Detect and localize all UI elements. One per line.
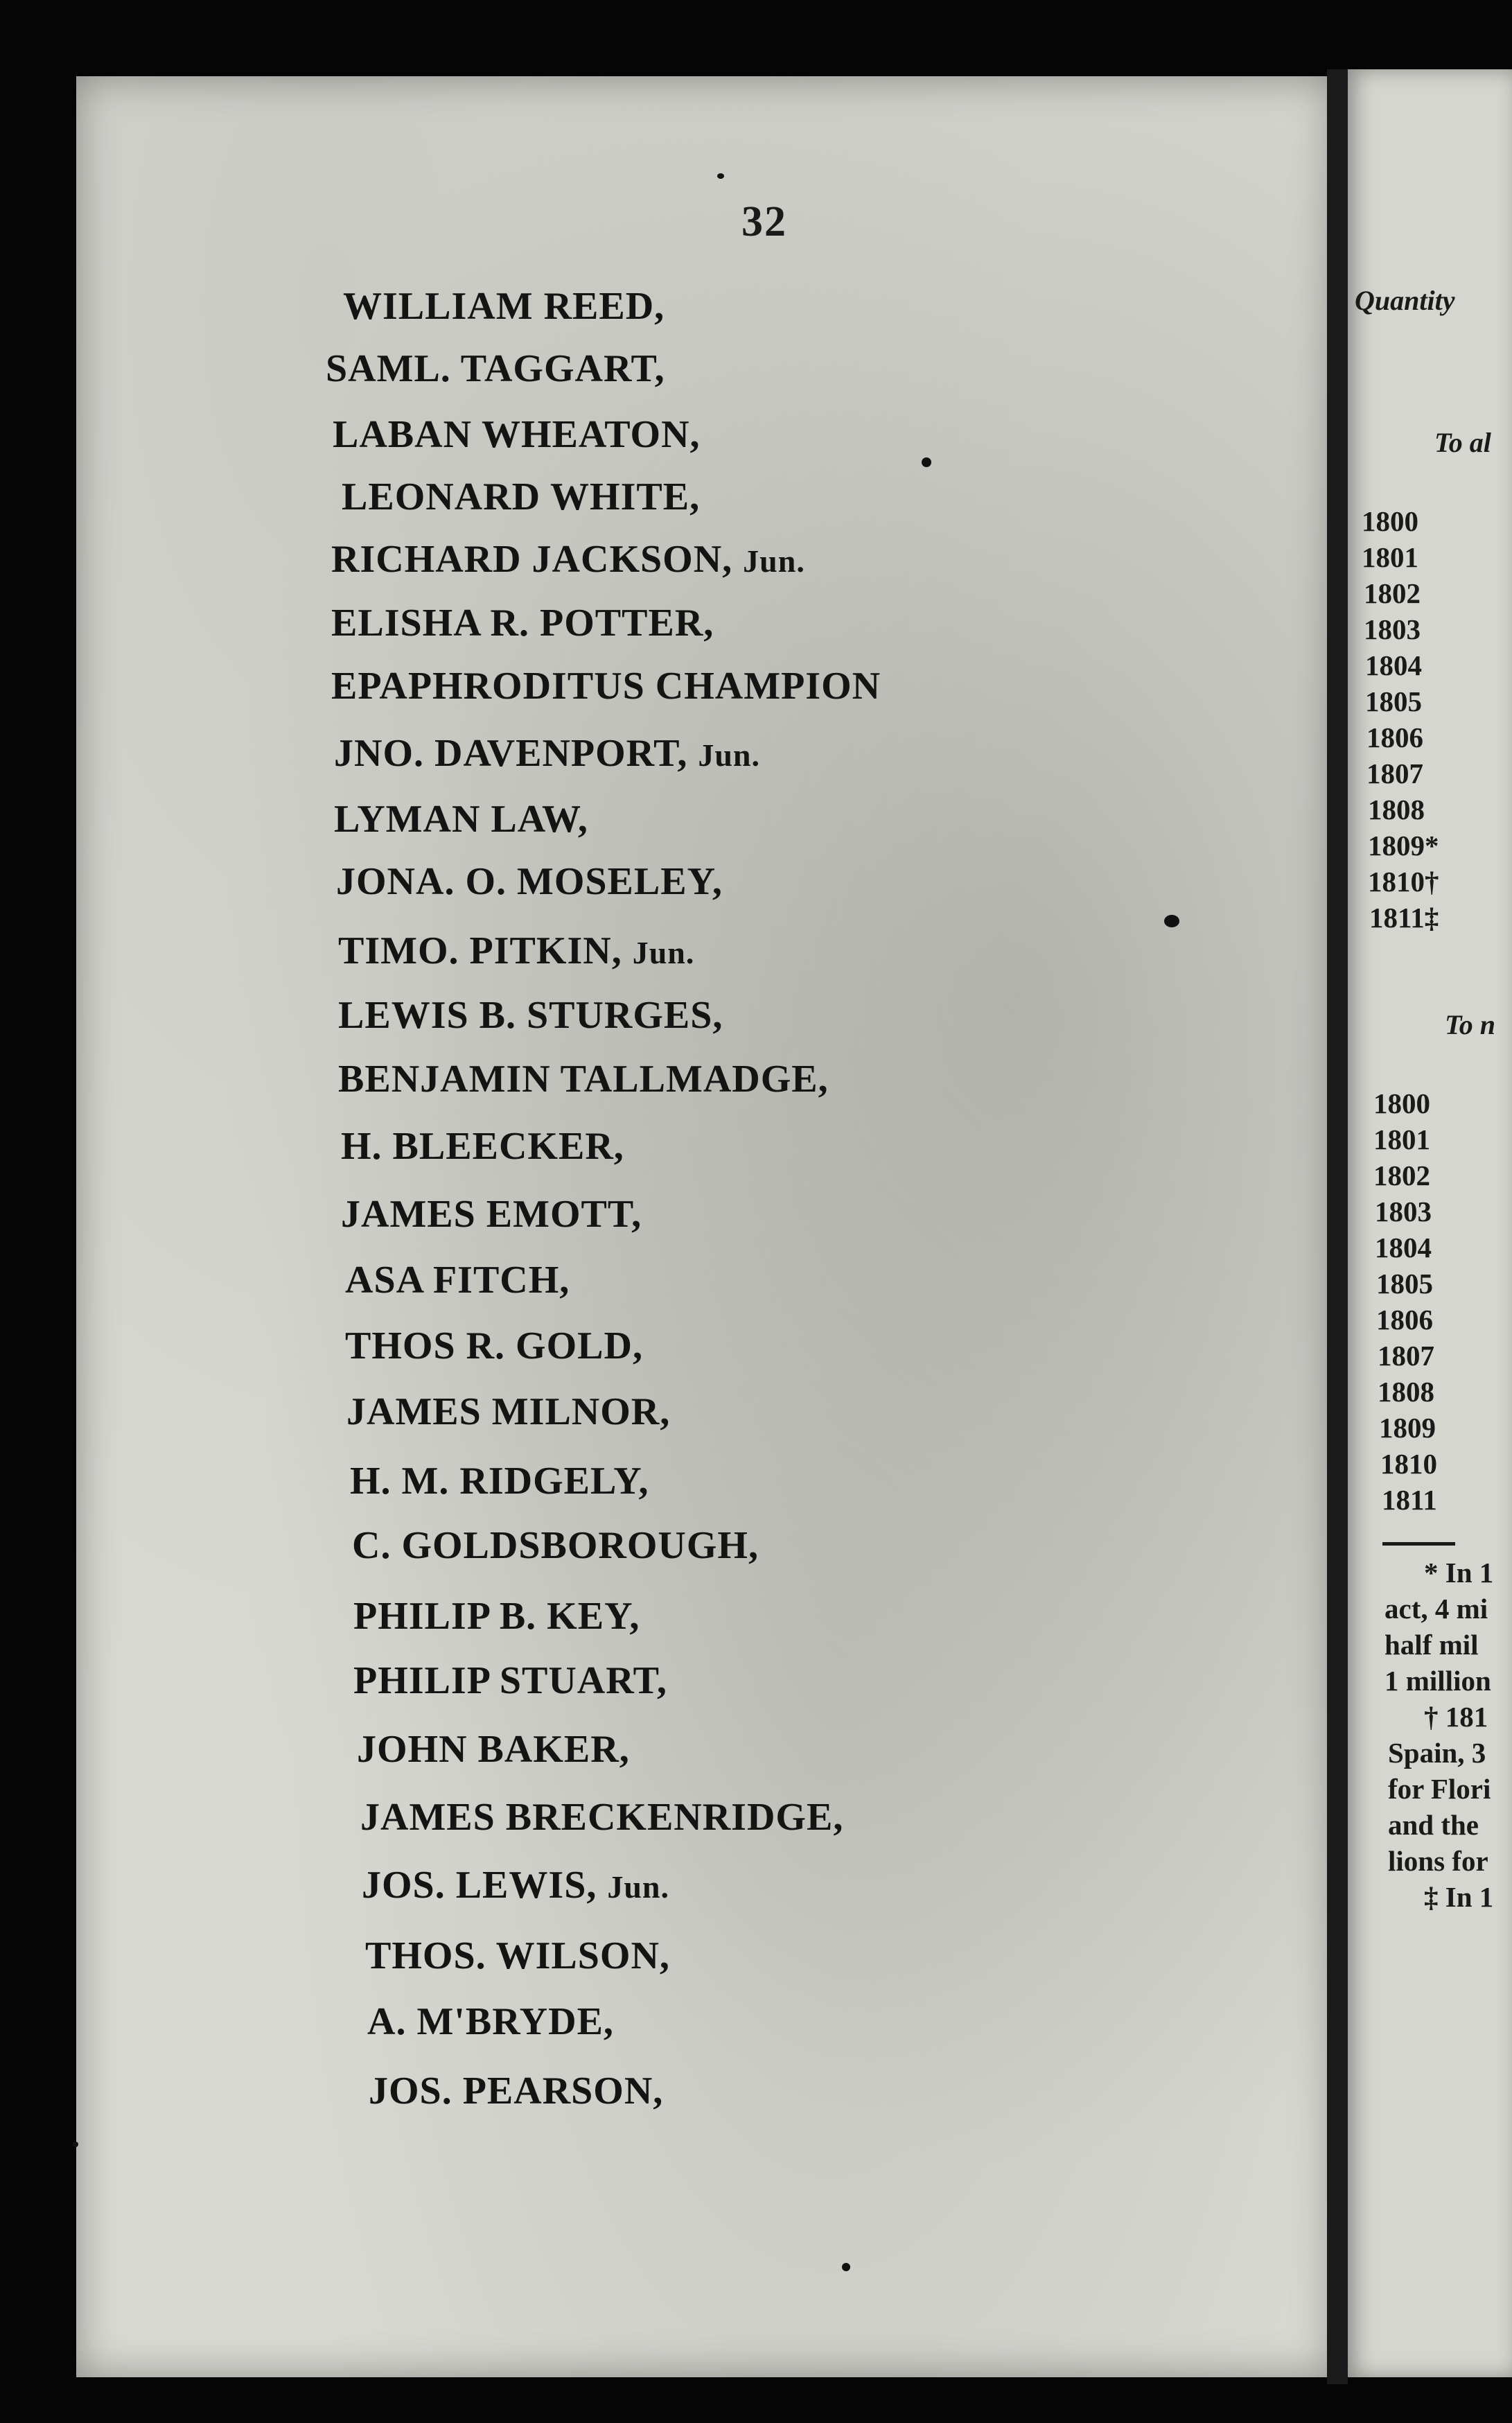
footnote-line: † 181 — [1424, 1701, 1488, 1733]
page-number: 32 — [741, 198, 787, 245]
facing-page-heading: Quantity — [1355, 285, 1455, 316]
signatory-name: JNO. DAVENPORT, Jun. — [334, 732, 761, 775]
signatory-name: PHILIP B. KEY, — [353, 1595, 640, 1638]
scan-speck — [73, 2142, 78, 2147]
scan-speck — [717, 173, 724, 179]
signatory-name: H. BLEECKER, — [341, 1125, 624, 1168]
signatory-name: EPAPHRODITUS CHAMPION — [331, 665, 881, 708]
table1-year: 1800 — [1362, 505, 1418, 537]
signatory-name: PHILIP STUART, — [353, 1659, 667, 1702]
facing-table2-heading: To n — [1445, 1009, 1496, 1040]
table1-year: 1810† — [1368, 866, 1439, 898]
signatory-name: H. M. RIDGELY, — [350, 1460, 649, 1503]
footnote-line: lions for — [1388, 1845, 1488, 1877]
signatory-name: TIMO. PITKIN, Jun. — [338, 929, 695, 972]
signatory-name: LABAN WHEATON, — [333, 413, 701, 456]
signatory-name: JOHN BAKER, — [357, 1728, 630, 1771]
table2-year: 1805 — [1376, 1268, 1433, 1300]
signatory-name: JONA. O. MOSELEY, — [336, 860, 723, 903]
footnote-line: half mil — [1384, 1629, 1479, 1661]
table2-year: 1806 — [1376, 1304, 1433, 1336]
signatory-name: C. GOLDSBOROUGH, — [352, 1524, 759, 1567]
footnote-line: Spain, 3 — [1388, 1737, 1486, 1769]
table1-year: 1811‡ — [1369, 902, 1439, 934]
table2-year: 1802 — [1373, 1160, 1430, 1191]
table1-year: 1808 — [1368, 794, 1425, 825]
signatory-name: A. M'BRYDE, — [367, 2000, 614, 2043]
signatory-name: BENJAMIN TALLMADGE, — [338, 1058, 829, 1101]
table1-year: 1801 — [1362, 541, 1418, 573]
table2-year: 1810 — [1380, 1448, 1437, 1480]
left-page — [76, 76, 1334, 2377]
signatory-name: JOS. LEWIS, Jun. — [362, 1864, 670, 1907]
table2-year: 1807 — [1378, 1340, 1434, 1372]
scan-speck — [842, 2263, 850, 2271]
signatory-name: LEONARD WHITE, — [342, 475, 701, 518]
table2-year: 1811 — [1382, 1484, 1437, 1516]
footnote-line: * In 1 — [1424, 1557, 1494, 1589]
signatory-name: JAMES BRECKENRIDGE, — [360, 1796, 844, 1839]
scan-speck — [1164, 915, 1179, 927]
footnote-line: act, 4 mi — [1384, 1593, 1488, 1625]
table1-year: 1806 — [1366, 721, 1423, 753]
signatory-name: JAMES MILNOR, — [346, 1390, 671, 1433]
signatory-name: JOS. PEARSON, — [369, 2070, 664, 2113]
table1-year: 1805 — [1365, 685, 1422, 717]
signatory-name: RICHARD JACKSON, Jun. — [331, 538, 805, 581]
footnote-line: for Flori — [1388, 1773, 1491, 1805]
table2-year: 1809 — [1379, 1412, 1436, 1444]
footnote-line: 1 million — [1384, 1665, 1491, 1697]
signatory-name: ASA FITCH, — [345, 1259, 570, 1302]
signatory-name: LYMAN LAW, — [334, 798, 588, 841]
footnote-line: ‡ In 1 — [1424, 1881, 1494, 1913]
signatory-name: THOS R. GOLD, — [345, 1324, 643, 1367]
footnote-rule — [1382, 1542, 1455, 1546]
table1-year: 1802 — [1364, 577, 1421, 609]
table2-year: 1803 — [1375, 1196, 1432, 1227]
signatory-name: THOS. WILSON, — [365, 1934, 670, 1977]
signatory-name: WILLIAM REED, — [343, 285, 665, 328]
table1-year: 1807 — [1366, 758, 1423, 789]
signatory-name: LEWIS B. STURGES, — [338, 994, 723, 1037]
signatory-name: JAMES EMOTT, — [341, 1193, 642, 1236]
table2-year: 1804 — [1375, 1232, 1432, 1263]
footnote-line: and the — [1388, 1809, 1479, 1841]
table1-year: 1804 — [1365, 649, 1422, 681]
table1-year: 1809* — [1368, 830, 1439, 861]
scan-speck — [922, 457, 931, 467]
signatory-name: SAML. TAGGART, — [326, 347, 665, 390]
table1-year: 1803 — [1364, 613, 1421, 645]
book-gutter — [1327, 69, 1348, 2384]
signatory-name: ELISHA R. POTTER, — [331, 602, 714, 645]
table2-year: 1800 — [1373, 1087, 1430, 1119]
table2-year: 1808 — [1378, 1376, 1434, 1408]
table2-year: 1801 — [1373, 1123, 1430, 1155]
facing-table1-heading: To al — [1434, 427, 1491, 458]
